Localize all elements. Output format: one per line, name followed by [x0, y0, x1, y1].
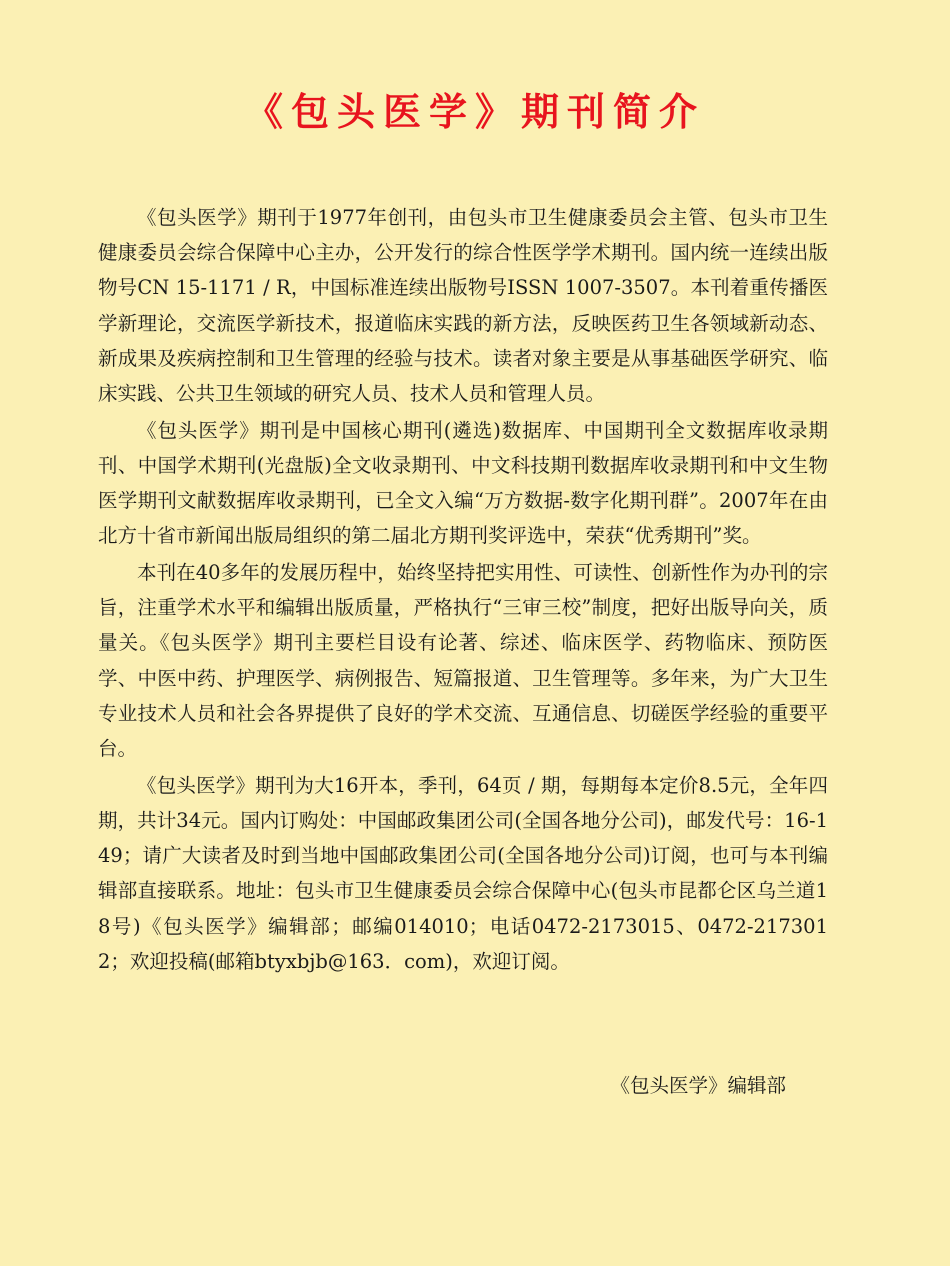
- paragraph-intro: 《包头医学》期刊于1977年创刊，由包头市卫生健康委员会主管、包头市卫生健康委员会综合保障中心主办，公开发行的综合性医学学术期刊。国内统一连续出版物号CN 15-1171 / R，中国标准连续出版物号ISSN 1007-3507。本刊着重传播医学新理论，交流医学新技术，报道临床实践的新方法，反映医药卫生各领域新动态、新成果及疾病控制和卫生管理的经验与技术。读者对象主要是从事基础医学研究、临床实践、公共卫生领域的研究人员、技术人员和管理人员。: [98, 206, 828, 406]
- paragraph-subscription: 《包头医学》期刊为大16开本，季刊，64页 / 期，每期每本定价8.5元，全年四期，共计34元。国内订购处：中国邮政集团公司(全国各地分公司)，邮发代号：16-149；请广大读者及时到当地中国邮政集团公司(全国各地分公司)订阅，也可与本刊编辑部直接联系。地址：包头市卫生健康委员会综合保障中心(包头市昆都仑区乌兰道18号)《包头医学》编辑部；邮编014010；电话0472-2173015、0472-2173012；欢迎投稿(邮箱btyxbjb@163．com)，欢迎订阅。: [98, 773, 828, 973]
- paragraph-history-columns: 本刊在40多年的发展历程中，始终坚持把实用性、可读性、创新性作为办刊的宗旨，注重学术水平和编辑出版质量，严格执行“三审三校”制度，把好出版导向关，质量关。《包头医学》期刊主要栏目设有论著、综述、临床医学、药物临床、预防医学、中医中药、护理医学、病例报告、短篇报道、卫生管理等。多年来，为广大卫生专业技术人员和社会各界提供了良好的学术交流、互通信息、切磋医学经验的重要平台。: [98, 561, 828, 761]
- article-body: [98, 200, 828, 980]
- editorial-signature: 《包头医学》编辑部: [610, 1074, 786, 1097]
- paragraph-indexing: 《包头医学》期刊是中国核心期刊(遴选)数据库、中国期刊全文数据库收录期刊、中国学术期刊(光盘版)全文收录期刊、中文科技期刊数据库收录期刊和中文生物医学期刊文献数据库收录期刊，已全文入编“万方数据-数字化期刊群”。2007年在由北方十省市新闻出版局组织的第二届北方期刊奖评选中，荣获“优秀期刊”奖。: [98, 418, 828, 548]
- page-title: 《包头医学》期刊简介: [244, 90, 705, 134]
